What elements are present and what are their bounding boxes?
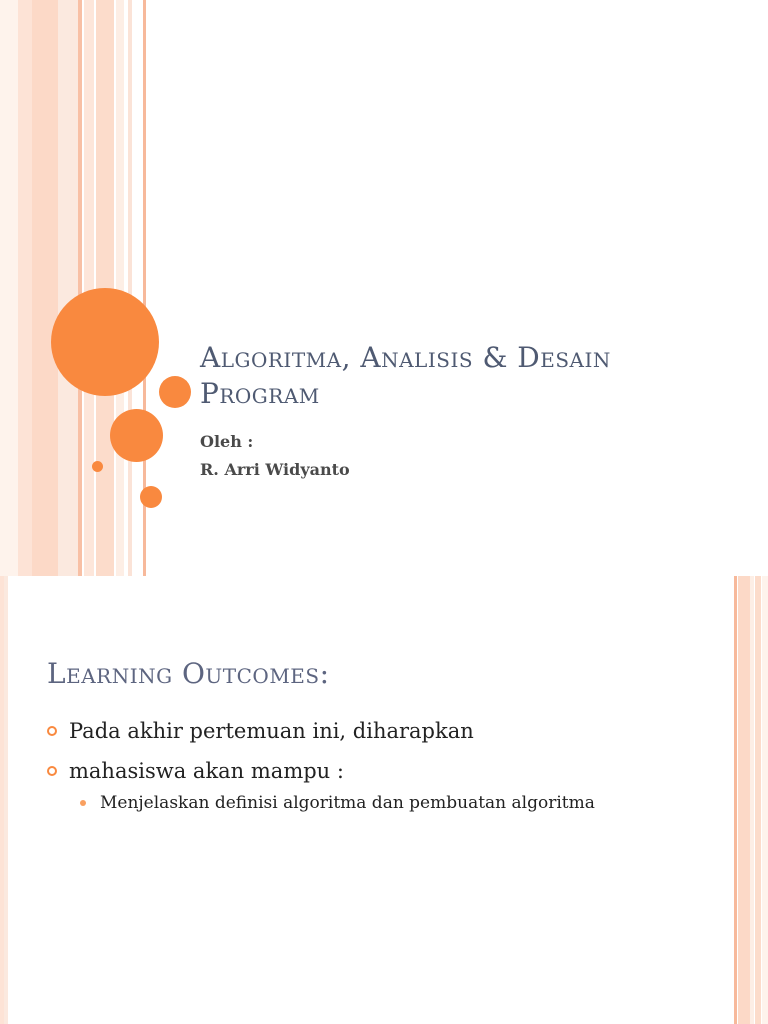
stripe-band bbox=[755, 576, 761, 1024]
title-line-1: Algoritma, Analisis & Desain bbox=[200, 341, 611, 374]
title-line-2: Program bbox=[200, 377, 320, 410]
decorative-circle bbox=[159, 376, 191, 408]
author-name: R. Arri Widyanto bbox=[200, 460, 350, 479]
stripe-band bbox=[78, 0, 82, 576]
decorative-circle bbox=[110, 409, 163, 462]
bullet-dot-icon bbox=[80, 800, 86, 806]
stripe-band bbox=[4, 576, 8, 1024]
decorative-circle bbox=[140, 486, 162, 508]
stripe-band bbox=[762, 576, 768, 1024]
decorative-circle-small bbox=[92, 461, 103, 472]
stripe-band bbox=[750, 576, 754, 1024]
sub-bullet-text: Menjelaskan definisi algoritma dan pembuatan algoritma bbox=[100, 793, 595, 813]
stripe-band bbox=[128, 0, 132, 576]
bullet-ring-icon bbox=[47, 766, 57, 776]
stripe-band bbox=[0, 0, 18, 576]
stripe-band bbox=[58, 0, 78, 576]
stripe-band bbox=[116, 0, 124, 576]
slide-title bbox=[200, 340, 740, 412]
bullet-text: Pada akhir pertemuan ini, diharapkan bbox=[69, 719, 474, 743]
stripe-band bbox=[738, 576, 750, 1024]
stripe-band bbox=[734, 576, 737, 1024]
decorative-circle-large bbox=[51, 288, 159, 396]
slide-subtitle bbox=[200, 428, 350, 484]
by-label: Oleh : bbox=[200, 432, 254, 451]
stripe-band bbox=[32, 0, 58, 576]
bullet-text: mahasiswa akan mampu : bbox=[69, 759, 344, 783]
stripe-band bbox=[84, 0, 94, 576]
bullet-ring-icon bbox=[47, 726, 57, 736]
stripe-band bbox=[18, 0, 32, 576]
section-title: Learning Outcomes: bbox=[47, 657, 330, 690]
